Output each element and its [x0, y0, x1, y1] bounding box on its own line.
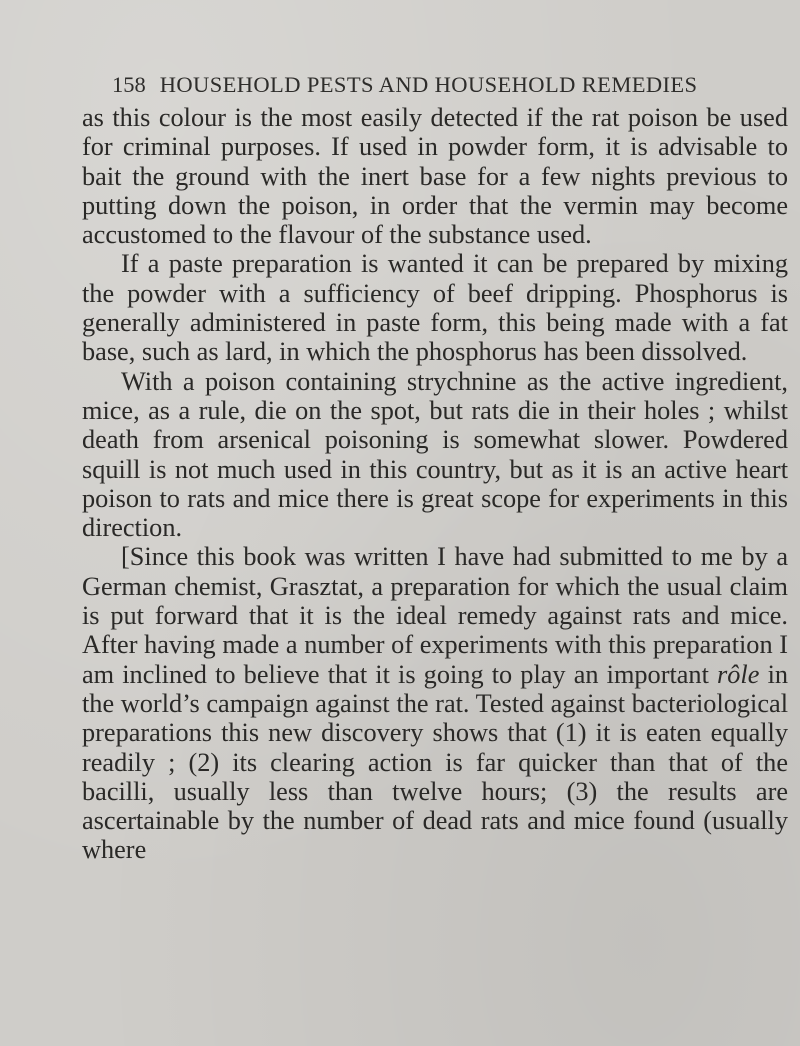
paragraph-strychnine: With a poison containing strychnine as the active ingredient, mice, as a rule, die on the spot, but rats die in their holes ; whilst death from arsenical poisoning is somewhat slower. Powdered squill is not much used in this country, but as it is an active heart poison to rats and mice there is great scope for experiments in this direction. — [82, 366, 788, 543]
paragraph-continuation: as this colour is the most easily detected if the rat poison be used for criminal purposes. If used in powder form, it is advisable to bait the ground with the inert base for a few nights previous to putting down the poison, in order that the vermin may become accustomed to the flavour of the substance used. — [82, 103, 788, 250]
running-title: HOUSEHOLD PESTS AND HOUSEHOLD REMEDIES — [159, 72, 698, 97]
paragraph-grasztat — [82, 542, 788, 864]
running-head — [112, 72, 732, 98]
italic-role-word: rôle — [717, 659, 760, 689]
paragraph-grasztat-part2: in the world’s campaign against the rat. Tested against bacteriological preparations this new discovery shows that (1) it is eaten equally readily ; (2) its clearing action is far quicker than that of the bacilli, usually less than twelve hours; (3) the results are ascertainable by the number of dead rats and mice found (usually where — [82, 659, 789, 865]
page-number: 158 — [112, 72, 146, 97]
paragraph-paste-preparation: If a paste preparation is wanted it can be prepared by mixing the powder with a sufficiency of beef dripping. Phosphorus is generally administered in paste form, this being made with a fat base, such as lard, in which the phosphorus has been dissolved. — [82, 249, 788, 367]
paragraph-grasztat-part1: [Since this book was written I have had submitted to me by a German chemist, Grasztat, a preparation for which the usual claim is put forward that it is the ideal remedy against rats and mice. After having made a number of experiments with this preparation I am inclined to believe that it is going to play an important — [82, 542, 788, 689]
body-text — [82, 103, 788, 865]
